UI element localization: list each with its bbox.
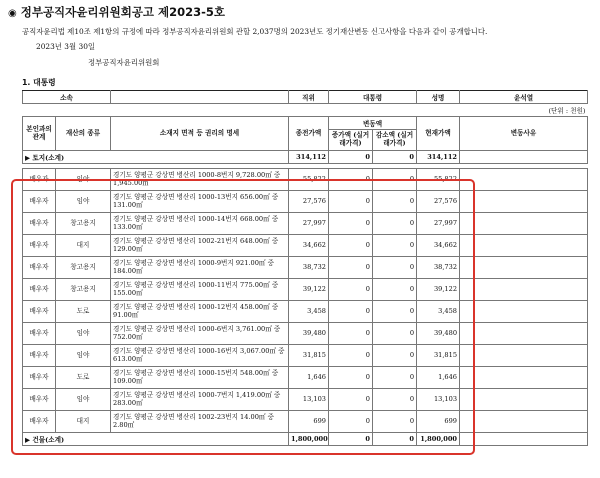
kind-cell: 대지 — [56, 235, 111, 257]
col-prev: 종전가액 — [289, 117, 329, 151]
relation-cell: 배우자 — [23, 169, 56, 191]
relation-cell: 배우자 — [23, 345, 56, 367]
inc-cell: 0 — [329, 191, 373, 213]
kind-cell: 도로 — [56, 367, 111, 389]
prev-cell: 55,822 — [289, 169, 329, 191]
inc-cell: 0 — [329, 389, 373, 411]
reason-cell — [460, 169, 588, 191]
subtotal-inc: 0 — [329, 151, 373, 164]
reason-cell — [460, 345, 588, 367]
table-row — [23, 257, 588, 279]
subtotal-curr: 1,800,000 — [417, 433, 460, 446]
subtotal-dec: 0 — [373, 433, 417, 446]
prev-cell: 39,122 — [289, 279, 329, 301]
asset-table — [22, 90, 588, 446]
inc-cell: 0 — [329, 345, 373, 367]
kind-cell: 창고용지 — [56, 257, 111, 279]
table-row — [23, 169, 588, 191]
name-label: 성명 — [417, 91, 460, 104]
subtotal-label: ▶ 건물(소계) — [23, 433, 289, 446]
reason-cell — [460, 279, 588, 301]
relation-cell: 배우자 — [23, 389, 56, 411]
header-row — [23, 117, 588, 130]
kind-cell: 임야 — [56, 169, 111, 191]
affiliation-value — [111, 91, 289, 104]
dec-cell: 0 — [373, 213, 417, 235]
detail-cell: 경기도 양평군 강상면 병산리 1000-9번지 921.00㎡ 중 184.00㎡ — [111, 257, 289, 279]
reason-cell — [460, 411, 588, 433]
subtotal-curr: 314,112 — [417, 151, 460, 164]
detail-cell: 경기도 양평군 강상면 병산리 1000-15번지 548.00㎡ 중 109.00㎡ — [111, 367, 289, 389]
subtotal-prev: 314,112 — [289, 151, 329, 164]
notice-date: 2023년 3월 30일 — [36, 42, 96, 51]
inc-cell: 0 — [329, 213, 373, 235]
inc-cell: 0 — [329, 301, 373, 323]
notice-title — [8, 4, 225, 20]
owner-row — [23, 91, 588, 104]
relation-cell: 배우자 — [23, 301, 56, 323]
subtotal-reason — [460, 433, 588, 446]
position-label: 직위 — [289, 91, 329, 104]
kind-cell: 임야 — [56, 323, 111, 345]
col-detail: 소재지 면적 등 권리의 명세 — [111, 117, 289, 151]
reason-cell — [460, 389, 588, 411]
prev-cell: 34,662 — [289, 235, 329, 257]
detail-cell: 경기도 양평군 강상면 병산리 1000-13번지 656.00㎡ 중 131.00㎡ — [111, 191, 289, 213]
dec-cell: 0 — [373, 279, 417, 301]
inc-cell: 0 — [329, 323, 373, 345]
table-row — [23, 301, 588, 323]
prev-cell: 1,646 — [289, 367, 329, 389]
dec-cell: 0 — [373, 323, 417, 345]
subtotal-label: ▶ 토지(소계) — [23, 151, 289, 164]
prev-cell: 27,576 — [289, 191, 329, 213]
table-row — [23, 191, 588, 213]
table-row — [23, 411, 588, 433]
curr-cell: 27,576 — [417, 191, 460, 213]
reason-cell — [460, 235, 588, 257]
inc-cell: 0 — [329, 235, 373, 257]
col-inc: 증가액 (실거래가격) — [329, 130, 373, 151]
section-heading: 1. 대통령 — [22, 78, 56, 87]
inc-cell: 0 — [329, 257, 373, 279]
kind-cell: 임야 — [56, 345, 111, 367]
detail-cell: 경기도 양평군 강상면 병산리 1000-8번지 9,728.00㎡ 중 1,945.00㎡ — [111, 169, 289, 191]
notice-title-text: 정부공직자윤리위원회공고 제2023-5호 — [20, 5, 226, 19]
detail-cell: 경기도 양평군 강상면 병산리 1000-7번지 1,419.00㎡ 중 283.00㎡ — [111, 389, 289, 411]
dec-cell: 0 — [373, 191, 417, 213]
subtotal-dec: 0 — [373, 151, 417, 164]
subtotal-land-row — [23, 151, 588, 164]
table-row — [23, 235, 588, 257]
reason-cell — [460, 323, 588, 345]
kind-cell: 대지 — [56, 411, 111, 433]
curr-cell: 55,822 — [417, 169, 460, 191]
dec-cell: 0 — [373, 301, 417, 323]
curr-cell: 31,815 — [417, 345, 460, 367]
relation-cell: 배우자 — [23, 257, 56, 279]
prev-cell: 13,103 — [289, 389, 329, 411]
unit-label: (단위 : 천원) — [23, 104, 588, 117]
detail-cell: 경기도 양평군 강상면 병산리 1002-23번지 14.00㎡ 중 2.80㎡ — [111, 411, 289, 433]
relation-cell: 배우자 — [23, 213, 56, 235]
name-value: 윤석열 — [460, 91, 588, 104]
prev-cell: 699 — [289, 411, 329, 433]
relation-cell: 배우자 — [23, 411, 56, 433]
kind-cell: 도로 — [56, 301, 111, 323]
subtotal-prev: 1,800,000 — [289, 433, 329, 446]
detail-cell: 경기도 양평군 강상면 병산리 1000-12번지 458.00㎡ 중 91.00㎡ — [111, 301, 289, 323]
bullet-icon: ◉ — [8, 8, 17, 19]
kind-cell: 창고용지 — [56, 279, 111, 301]
unit-row — [23, 104, 588, 117]
notice-org: 정부공직자윤리위원회 — [88, 58, 160, 67]
notice-intro: 공직자윤리법 제10조 제1항의 규정에 따라 정부공직자윤리위원회 관할 2,037명의 2023년도 정기재산변동 신고사항을 다음과 같이 공개합니다. — [22, 27, 488, 36]
table-row — [23, 367, 588, 389]
col-change: 변동액 — [329, 117, 417, 130]
inc-cell: 0 — [329, 279, 373, 301]
subtotal-reason — [460, 151, 588, 164]
table-row — [23, 345, 588, 367]
col-curr: 현재가액 — [417, 117, 460, 151]
dec-cell: 0 — [373, 345, 417, 367]
curr-cell: 13,103 — [417, 389, 460, 411]
table-row — [23, 323, 588, 345]
relation-cell: 배우자 — [23, 279, 56, 301]
relation-cell: 배우자 — [23, 323, 56, 345]
kind-cell: 임야 — [56, 389, 111, 411]
curr-cell: 1,646 — [417, 367, 460, 389]
curr-cell: 699 — [417, 411, 460, 433]
table-row — [23, 389, 588, 411]
reason-cell — [460, 367, 588, 389]
col-kind: 재산의 종류 — [56, 117, 111, 151]
kind-cell: 임야 — [56, 191, 111, 213]
inc-cell: 0 — [329, 169, 373, 191]
detail-cell: 경기도 양평군 강상면 병산리 1002-21번지 648.00㎡ 중 129.00㎡ — [111, 235, 289, 257]
relation-cell: 배우자 — [23, 367, 56, 389]
dec-cell: 0 — [373, 257, 417, 279]
dec-cell: 0 — [373, 235, 417, 257]
curr-cell: 34,662 — [417, 235, 460, 257]
detail-cell: 경기도 양평군 강상면 병산리 1000-14번지 668.00㎡ 중 133.00㎡ — [111, 213, 289, 235]
curr-cell: 3,458 — [417, 301, 460, 323]
prev-cell: 38,732 — [289, 257, 329, 279]
curr-cell: 27,997 — [417, 213, 460, 235]
subtotal-building-row — [23, 433, 588, 446]
reason-cell — [460, 301, 588, 323]
relation-cell: 배우자 — [23, 235, 56, 257]
inc-cell: 0 — [329, 367, 373, 389]
relation-cell: 배우자 — [23, 191, 56, 213]
curr-cell: 39,480 — [417, 323, 460, 345]
prev-cell: 39,480 — [289, 323, 329, 345]
prev-cell: 31,815 — [289, 345, 329, 367]
affiliation-label: 소속 — [23, 91, 111, 104]
detail-cell: 경기도 양평군 강상면 병산리 1000-16번지 3,067.00㎡ 중 613.00㎡ — [111, 345, 289, 367]
reason-cell — [460, 257, 588, 279]
table-row — [23, 213, 588, 235]
detail-cell: 경기도 양평군 강상면 병산리 1000-11번지 775.00㎡ 중 155.00㎡ — [111, 279, 289, 301]
kind-cell: 창고용지 — [56, 213, 111, 235]
dec-cell: 0 — [373, 367, 417, 389]
reason-cell — [460, 213, 588, 235]
prev-cell: 3,458 — [289, 301, 329, 323]
col-relation: 본인과의 관계 — [23, 117, 56, 151]
curr-cell: 39,122 — [417, 279, 460, 301]
subtotal-inc: 0 — [329, 433, 373, 446]
reason-cell — [460, 191, 588, 213]
detail-cell: 경기도 양평군 강상면 병산리 1000-6번지 3,761.00㎡ 중 752.00㎡ — [111, 323, 289, 345]
dec-cell: 0 — [373, 389, 417, 411]
dec-cell: 0 — [373, 169, 417, 191]
prev-cell: 27,997 — [289, 213, 329, 235]
dec-cell: 0 — [373, 411, 417, 433]
curr-cell: 38,732 — [417, 257, 460, 279]
col-reason: 변동사유 — [460, 117, 588, 151]
position-value: 대통령 — [329, 91, 417, 104]
col-dec: 감소액 (실거래가격) — [373, 130, 417, 151]
inc-cell: 0 — [329, 411, 373, 433]
table-row — [23, 279, 588, 301]
